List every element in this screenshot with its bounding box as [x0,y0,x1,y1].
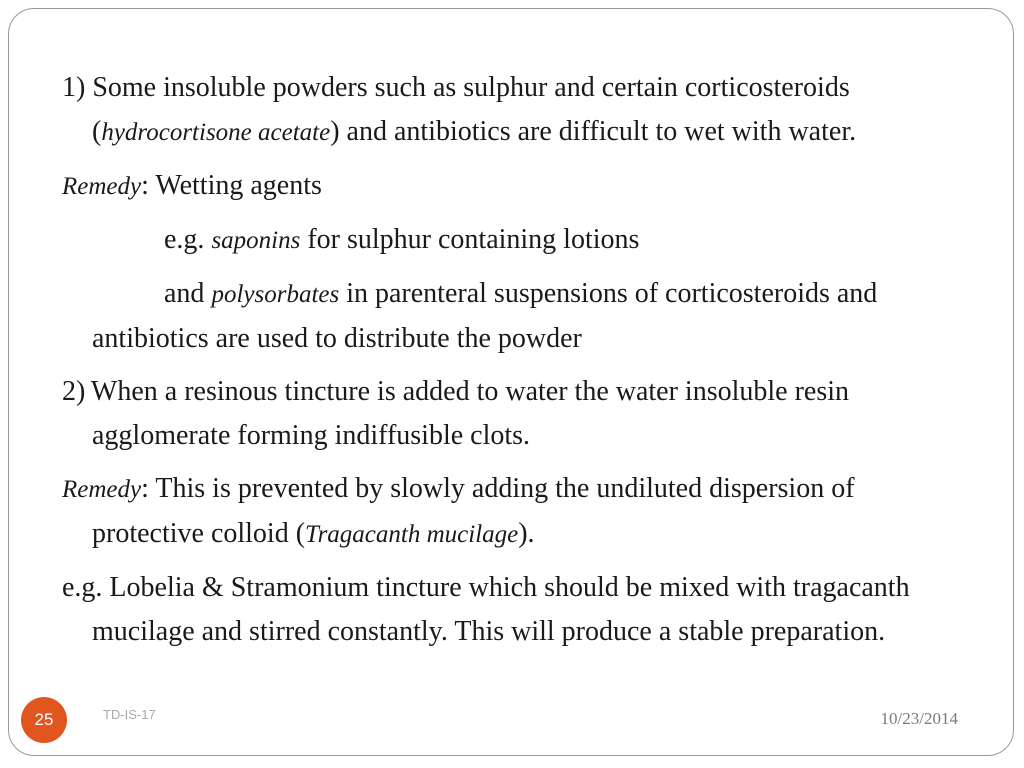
remedy-label: Remedy [62,173,142,200]
slide-number-badge: 25 [21,697,67,743]
text-run: ) and antibiotics are difficult to wet with water. [330,116,857,147]
italic-term: saponins [211,227,301,254]
text-run: : Wetting agents [141,170,322,201]
example-3 [62,566,962,654]
text-run: and [164,278,212,309]
slide-body [62,66,962,654]
text-run: in parenteral suspensions of corticosteroids and antibiotics are used to distribute the powder [92,278,878,354]
text-run: : This is prevented by slowly adding the undiluted dispersion of protective colloid ( [92,473,855,549]
paragraph-2 [62,370,962,458]
italic-term: hydrocortisone acetate [101,119,331,146]
example-1 [62,218,962,263]
remedy-1 [62,164,962,209]
text-run: ). [518,518,535,549]
italic-term: polysorbates [211,281,340,308]
text-run: for sulphur containing lotions [300,224,640,255]
italic-term: Tragacanth mucilage [305,521,519,548]
example-2 [62,272,962,361]
text-run: 1) Some insoluble powders such as sulphur and certain corticosteroids ( [62,72,850,147]
remedy-label: Remedy [62,476,142,503]
paragraph-1 [62,66,962,155]
remedy-2 [62,467,962,557]
text-run: e.g. [164,224,212,255]
text-run: 2) When a resinous tincture is added to water the water insoluble resin agglomerate forming indiffusible clots. [62,376,850,451]
text-run: e.g. Lobelia & Stramonium tincture which should be mixed with tragacanth mucilage and stirred constantly. This will produce a stable preparation. [62,572,910,647]
footer-code: TD-IS-17 [103,707,156,722]
footer-date: 10/23/2014 [880,709,958,728]
